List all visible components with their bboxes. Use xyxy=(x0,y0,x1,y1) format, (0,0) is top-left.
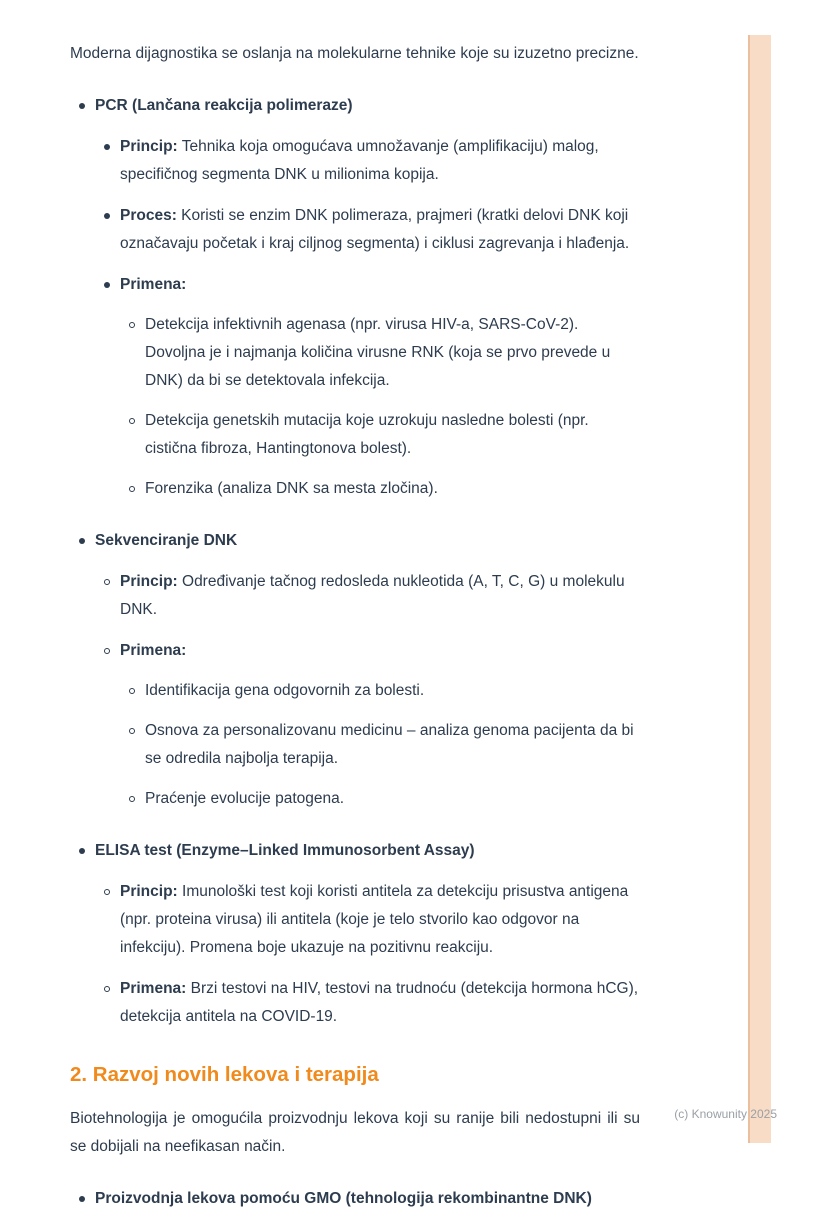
bullet-disc-marker xyxy=(79,103,85,109)
paragraph: Biotehnologija je omogućila proizvodnju lekova koji su ranije bili nedostupni ili su se dobijali na neefikasan način. xyxy=(70,1110,640,1155)
list-item xyxy=(70,92,640,120)
list-item-body: Imunološki test koji koristi antitela za detekciju prisustva antigena (npr. proteina virusa) ili antitela (koje je telo stvorilo kao odgovor na infekciju). Promena boje ukazuje na pozitivnu reakciju. xyxy=(120,883,629,956)
list-item-bold-label: Primena: xyxy=(120,980,187,997)
list-item xyxy=(70,407,640,463)
list-item-text xyxy=(120,568,640,624)
section-heading: 2. Razvoj novih lekova i terapija xyxy=(70,1063,379,1086)
bullet-circle-marker xyxy=(129,486,135,492)
list-item xyxy=(70,975,640,1031)
list-item xyxy=(70,1185,640,1213)
bullet-circle-marker xyxy=(129,688,135,694)
bullet-circle-marker xyxy=(104,579,110,585)
list-item xyxy=(70,717,640,773)
list-item xyxy=(70,271,640,299)
list-item xyxy=(70,878,640,962)
list-item-bold-label: Primena: xyxy=(120,642,187,659)
list-item-text xyxy=(120,133,640,189)
bullet-disc-marker xyxy=(79,538,85,544)
list-item-body: Određivanje tačnog redosleda nukleotida (A, T, C, G) u molekulu DNK. xyxy=(120,573,625,618)
bullet-circle-marker xyxy=(104,889,110,895)
list-item xyxy=(70,837,640,865)
list-item-body: Osnova za personalizovanu medicinu – analiza genoma pacijenta da bi se odredila najbolja terapija. xyxy=(145,722,634,767)
bullet-circle-marker xyxy=(129,418,135,424)
paragraph: Moderna dijagnostika se oslanja na molekularne tehnike koje su izuzetno precizne. xyxy=(70,45,639,62)
bullet-disc-marker xyxy=(104,282,110,288)
list-item-bold-label: Proizvodnja lekova pomoću GMO (tehnologija rekombinantne DNK) xyxy=(95,1190,592,1207)
list-item-body: Brzi testovi na HIV, testovi na trudnoću (detekcija hormona hCG), detekcija antitela na COVID-19. xyxy=(120,980,639,1025)
list-item-text xyxy=(145,311,640,395)
list-item-text xyxy=(145,677,640,705)
list-item-text xyxy=(120,878,640,962)
list-item xyxy=(70,785,640,813)
list-item-body: Identifikacija gena odgovornih za bolesti. xyxy=(145,682,425,699)
bullet-disc-marker xyxy=(79,848,85,854)
list-item-body: Detekcija genetskih mutacija koje uzrokuju nasledne bolesti (npr. cistična fibroza, Hantingtonova bolest). xyxy=(145,412,589,457)
list-item-text xyxy=(120,271,640,299)
list-item xyxy=(70,202,640,258)
list-item xyxy=(70,133,640,189)
list-item-text xyxy=(120,637,640,665)
list-item-text xyxy=(95,527,640,555)
list-item-bold-label: Princip: xyxy=(120,138,178,155)
list-item-bold-label: ELISA test (Enzyme–Linked Immunosorbent Assay) xyxy=(95,842,475,859)
bullet-circle-marker xyxy=(129,322,135,328)
bullet-circle-marker xyxy=(129,796,135,802)
list-item-bold-label: Sekvenciranje DNK xyxy=(95,532,238,549)
list-item-text xyxy=(95,1185,640,1213)
list-item xyxy=(70,568,640,624)
bullet-circle-marker xyxy=(104,986,110,992)
list-item-bold-label: PCR (Lančana reakcija polimeraze) xyxy=(95,97,353,114)
bullet-disc-marker xyxy=(79,1196,85,1202)
list-item-bold-label: Princip: xyxy=(120,573,178,590)
page-edge-decoration xyxy=(748,35,771,1143)
list-item xyxy=(70,311,640,395)
bullet-circle-marker xyxy=(129,728,135,734)
list-item-text xyxy=(145,717,640,773)
list-item-body: Praćenje evolucije patogena. xyxy=(145,790,345,807)
list-item-text xyxy=(120,202,640,258)
list-item-bold-label: Princip: xyxy=(120,883,178,900)
list-item-bold-label: Proces: xyxy=(120,207,177,224)
bullet-disc-marker xyxy=(104,213,110,219)
list-item xyxy=(70,637,640,665)
list-item-text xyxy=(95,92,640,120)
list-item-text xyxy=(95,837,640,865)
list-item-text xyxy=(120,975,640,1031)
list-item-text xyxy=(145,785,640,813)
document-content xyxy=(70,40,640,1213)
list-item-body: Detekcija infektivnih agenasa (npr. virusa HIV-a, SARS-CoV-2). Dovoljna je i najmanja količina virusne RNK (koja se prvo prevede u DNK) da bi se detektovala infekcija. xyxy=(145,316,611,389)
list-item-body: Tehnika koja omogućava umnožavanje (amplifikaciju) malog, specifičnog segmenta DNK u milionima kopija. xyxy=(120,138,599,183)
list-item-bold-label: Primena: xyxy=(120,276,187,293)
bullet-circle-marker xyxy=(104,648,110,654)
list-item xyxy=(70,527,640,555)
list-item-text xyxy=(145,475,640,503)
list-item xyxy=(70,677,640,705)
list-item-body: Koristi se enzim DNK polimeraza, prajmeri (kratki delovi DNK koji označavaju početak i kraj ciljnog segmenta) i ciklusi zagrevanja i hlađenja. xyxy=(120,207,630,252)
footer-credit: (c) Knowunity 2025 xyxy=(674,1107,777,1121)
list-item-body: Forenzika (analiza DNK sa mesta zločina). xyxy=(145,480,438,497)
list-item xyxy=(70,475,640,503)
list-item-text xyxy=(145,407,640,463)
bullet-disc-marker xyxy=(104,144,110,150)
